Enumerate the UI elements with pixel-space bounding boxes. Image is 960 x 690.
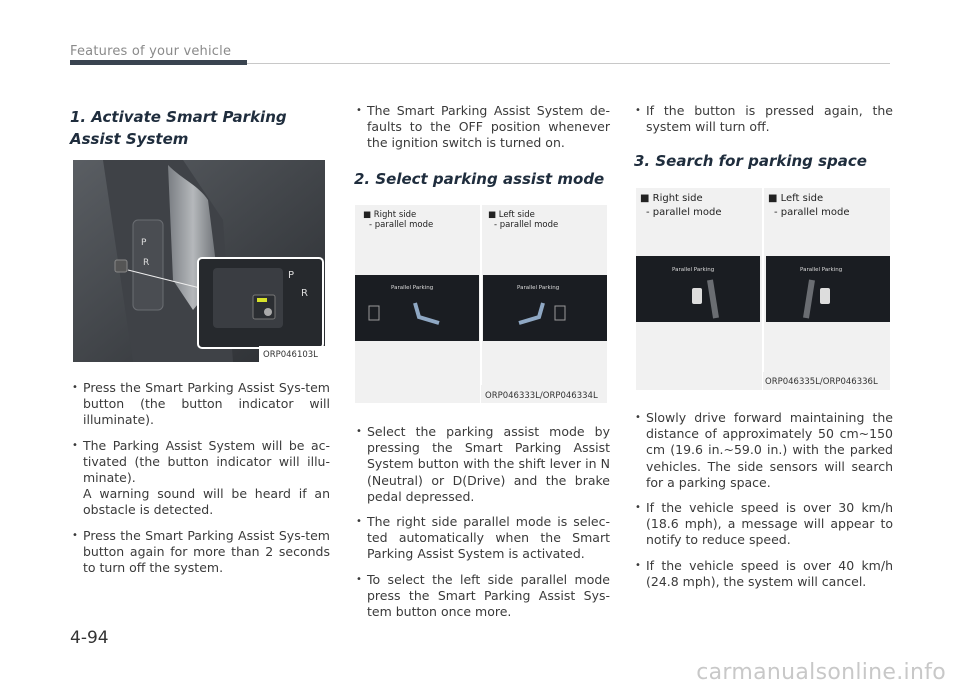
bullet-item: • To select the left side parallel mode press the Smart Parking Assist Sys-tem button once more. bbox=[354, 572, 610, 621]
header-rule-thick bbox=[70, 60, 247, 65]
panel-left-label: ■ Left side bbox=[768, 193, 824, 204]
parking-assist-icon bbox=[264, 308, 272, 316]
bullet-item: • If the vehicle speed is over 30 km/h (18.6 mph), a message will appear to notify to reduce speed. bbox=[633, 500, 893, 549]
bullet-item: • Slowly drive forward maintaining the distance of approximately 50 cm~150 cm (19.6 in.~59.0 in.) with the parked vehicles. The side sensors will search for a parking space. bbox=[633, 410, 893, 491]
section-header: Features of your vehicle bbox=[70, 44, 232, 59]
bullet-item: • Press the Smart Parking Assist Sys-tem button (the button indicator will illuminate). bbox=[70, 380, 330, 429]
panel-right-label: ■ Right side bbox=[363, 210, 417, 220]
heading-search: 3. Search for parking space bbox=[634, 152, 867, 170]
heading-select-mode: 2. Select parking assist mode bbox=[354, 170, 605, 188]
bullet-item: • The right side parallel mode is selec-ted automatically when the Smart Parking Assist System is activated. bbox=[354, 514, 610, 563]
panel-right-sub: - parallel mode bbox=[646, 207, 722, 218]
page-number: 4-94 bbox=[70, 628, 109, 648]
figure-smart-parking-button bbox=[73, 160, 325, 362]
shift-letter-p: P bbox=[288, 270, 295, 281]
shift-letter-r: R bbox=[301, 288, 308, 299]
panel-left-sub: - parallel mode bbox=[494, 220, 559, 230]
bullet-item: • Press the Smart Parking Assist Sys-tem button again for more than 2 seconds to turn off the system. bbox=[70, 528, 330, 577]
bullet-default-off bbox=[354, 103, 610, 161]
bullets-search bbox=[633, 410, 893, 599]
watermark: carmanualsonline.info bbox=[696, 660, 946, 685]
button-indicator-icon bbox=[257, 298, 267, 302]
panel-left-label: ■ Left side bbox=[488, 210, 535, 220]
panel-right-sub: - parallel mode bbox=[369, 220, 434, 230]
shift-letter-p-small: P bbox=[141, 238, 147, 248]
header-rule-thin bbox=[247, 63, 890, 64]
panel-right-label: ■ Right side bbox=[640, 193, 703, 204]
shift-letter-r-small: R bbox=[143, 258, 150, 268]
figure-code-activate: ORP046103L bbox=[263, 350, 318, 360]
screen-title-right: Parallel Parking bbox=[672, 267, 715, 273]
bullets-select-mode bbox=[354, 424, 610, 629]
car-icon bbox=[692, 288, 702, 304]
panel-left-sub: - parallel mode bbox=[774, 207, 850, 218]
car-icon bbox=[820, 288, 830, 304]
figure-select-mode bbox=[355, 205, 607, 403]
figure-code-search: ORP046335L/ORP046336L bbox=[765, 377, 878, 387]
bullet-item: • If the vehicle speed is over 40 km/h (24.8 mph), the system will cancel. bbox=[633, 558, 893, 590]
bullets-activate bbox=[70, 380, 330, 585]
screen-title-right: Parallel Parking bbox=[391, 285, 434, 291]
bullet-item: • The Parking Assist System will be ac-tivated (the button indicator will illu-minate). A warning sound will be heard if an obstacle is detected. bbox=[70, 438, 330, 519]
figure-code-select: ORP046333L/ORP046334L bbox=[485, 391, 598, 401]
figure-search-space bbox=[636, 188, 890, 390]
bullet-item: • Select the parking assist mode by pressing the Smart Parking Assist System button with the shift lever in N (Neutral) or D(Drive) and the brake pedal depressed. bbox=[354, 424, 610, 505]
screen-title-left: Parallel Parking bbox=[800, 267, 843, 273]
bullet-item: • The Smart Parking Assist System de-faults to the OFF position whenever the ignition switch is turned on. bbox=[354, 103, 610, 152]
heading-activate: 1. Activate Smart Parking Assist System bbox=[70, 108, 287, 148]
screen-title-left: Parallel Parking bbox=[517, 285, 560, 291]
bullet-item: • If the button is pressed again, the system will turn off. bbox=[633, 103, 893, 135]
bullet-turn-off bbox=[633, 103, 893, 144]
